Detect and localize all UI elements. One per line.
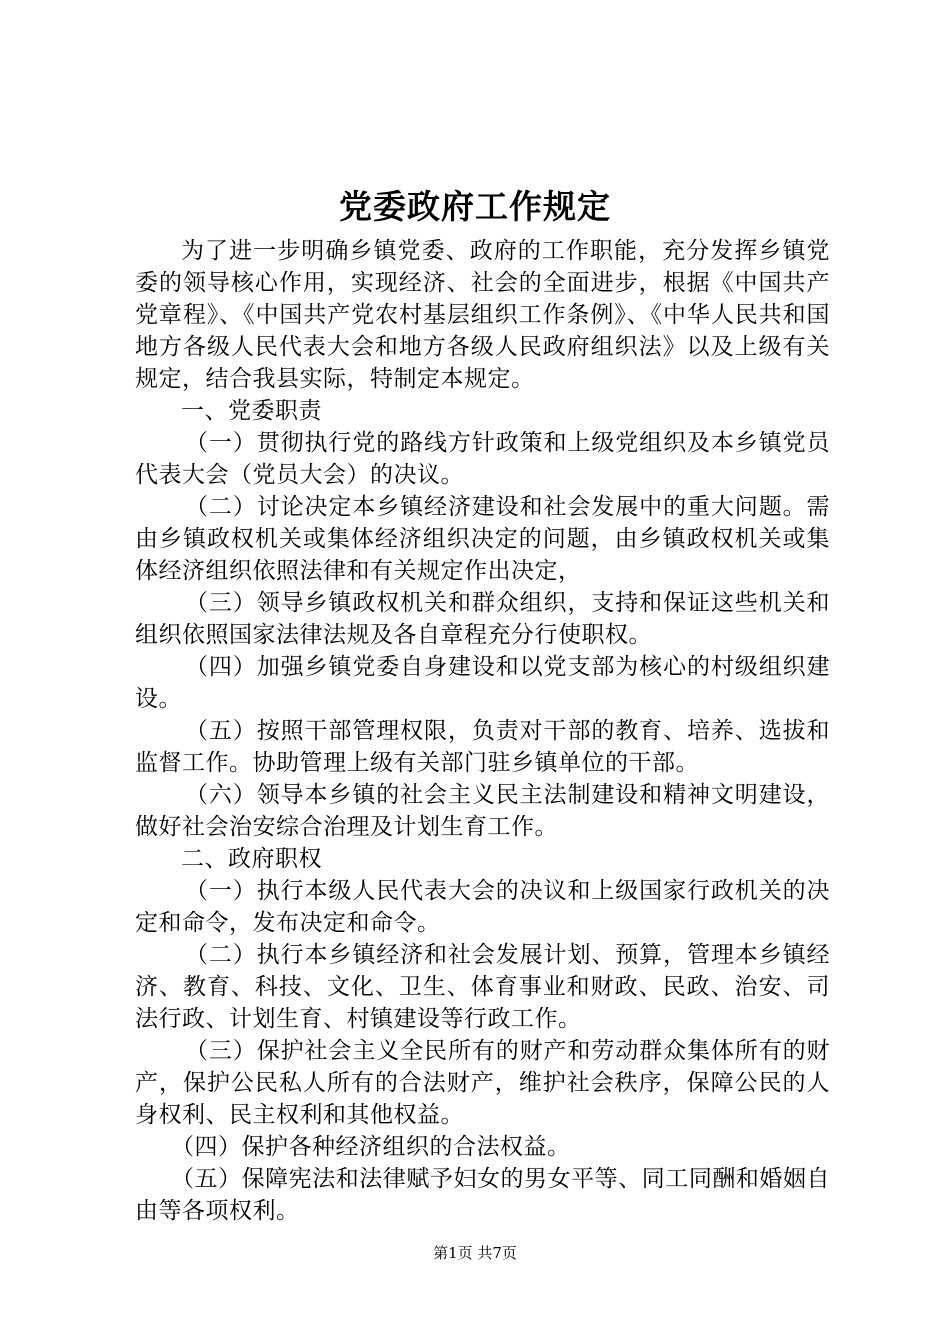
government-item-2: （二）执行本乡镇经济和社会发展计划、预算，管理本乡镇经济、教育、科技、文化、卫生、体育事业和财政、民政、治安、司法行政、计划生育、村镇建设等行政工作。 <box>135 942 830 1032</box>
section-heading-party: 一、党委职责 <box>181 398 322 424</box>
section-heading-government: 二、政府职权 <box>181 846 322 872</box>
party-item-6: （六）领导本乡镇的社会主义民主法制建设和精神文明建设，做好社会治安综合治理及计划生育工作。 <box>135 782 830 840</box>
party-item-2: （二）讨论决定本乡镇经济建设和社会发展中的重大问题。需由乡镇政权机关或集体经济组织决定的问题，由乡镇政权机关或集体经济组织依照法律和有关规定作出决定， <box>135 494 830 584</box>
government-item-5: （五）保障宪法和法律赋予妇女的男女平等、同工同酬和婚姻自由等各项权利。 <box>135 1166 830 1224</box>
document-title: 党委政府工作规定 <box>339 187 611 226</box>
page-footer: 第1页 共7页 <box>433 1244 517 1262</box>
government-item-4: （四）保护各种经济组织的合法权益。 <box>171 1134 571 1160</box>
party-item-4: （四）加强乡镇党委自身建设和以党支部为核心的村级组织建设。 <box>135 654 830 712</box>
government-item-1: （一）执行本级人民代表大会的决议和上级国家行政机关的决定和命令，发布决定和命令。 <box>135 878 830 936</box>
party-item-5: （五）按照干部管理权限，负责对干部的教育、培养、选拔和监督工作。协助管理上级有关部门驻乡镇单位的干部。 <box>135 718 830 776</box>
document-body <box>135 235 830 1227</box>
party-item-3: （三）领导乡镇政权机关和群众组织，支持和保证这些机关和组织依照国家法律法规及各自章程充分行使职权。 <box>135 590 830 648</box>
government-item-3: （三）保护社会主义全民所有的财产和劳动群众集体所有的财产，保护公民私人所有的合法财产，维护社会秩序，保障公民的人身权利、民主权利和其他权益。 <box>135 1038 830 1128</box>
intro-paragraph: 为了进一步明确乡镇党委、政府的工作职能，充分发挥乡镇党委的领导核心作用，实现经济、社会的全面进步，根据《中国共产党章程》、《中国共产党农村基层组织工作条例》、《中华人民共和国地方各级人民代表大会和地方各级人民政府组织法》以及上级有关规定，结合我县实际，特制定本规定。 <box>135 238 830 392</box>
party-item-1: （一）贯彻执行党的路线方针政策和上级党组织及本乡镇党员代表大会（党员大会）的决议。 <box>135 430 830 488</box>
